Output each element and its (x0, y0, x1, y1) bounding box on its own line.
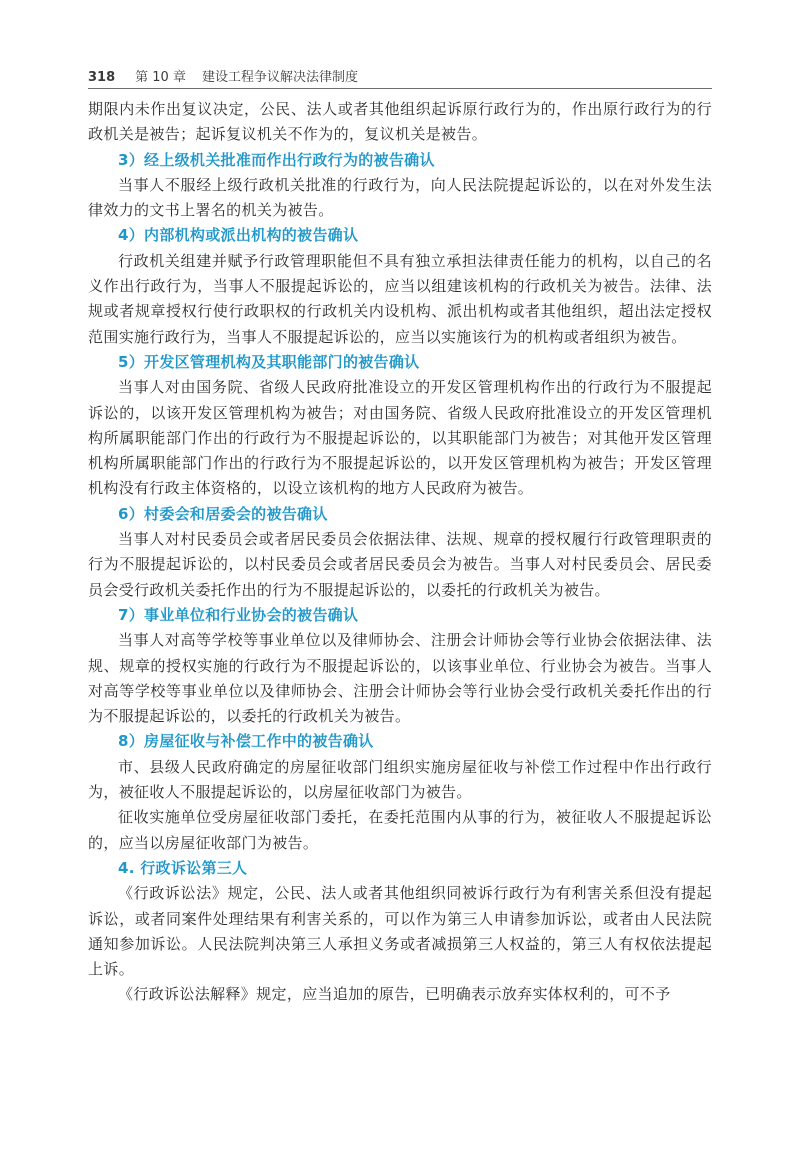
paragraph-third-party-2: 《行政诉讼法解释》规定，应当追加的原告，已明确表示放弃实体权利的，可不予 (118, 985, 671, 1004)
paragraph-third-party-1: 《行政诉讼法》规定，公民、法人或者其他组织同被诉行政行为有利害关系但没有提起诉讼，或者同案件处理结果有利害关系的，可以作为第三人申请参加诉讼，或者由人民法院通知参加诉讼。人民法院判决第三人承担义务或者减损第三人权益的，第三人有权依法提起上诉。 (88, 884, 712, 979)
subheading-8: 8）房屋征收与补偿工作中的被告确认 (118, 732, 374, 751)
paragraph-6: 当事人对村民委员会或者居民委员会依据法律、法规、规章的授权履行行政管理职责的行为不服提起诉讼的，以村民委员会或者居民委员会为被告。当事人对村民委员会、居民委员会受行政机关委托作出的行为不服提起诉讼的，以委托的行政机关为被告。 (88, 530, 712, 599)
paragraph-3: 当事人不服经上级行政机关批准的行政行为，向人民法院提起诉讼的，以在对外发生法律效力的文书上署名的机关为被告。 (88, 175, 712, 220)
paragraph-continued: 期限内未作出复议决定，公民、法人或者其他组织起诉原行政行为的，作出原行政行为的行政机关是被告；起诉复议机关不作为的，复议机关是被告。 (88, 100, 712, 144)
paragraph-8b: 征收实施单位受房屋征收部门委托，在委托范围内从事的行为，被征收人不服提起诉讼的，应当以房屋征收部门为被告。 (88, 808, 712, 852)
subheading-3: 3）经上级机关批准而作出行政行为的被告确认 (118, 150, 435, 169)
section-heading-third-party: 4. 行政诉讼第三人 (118, 858, 248, 877)
paragraph-5: 当事人对由国务院、省级人民政府批准设立的开发区管理机构作出的行政行为不服提起诉讼的，以该开发区管理机构为被告；对由国务院、省级人民政府批准设立的开发区管理机构所属职能部门作出的行政行为不服提起诉讼的，以其职能部门为被告；对其他开发区管理机构所属职能部门作出的行政行为不服提起诉讼的，以开发区管理机构为被告；开发区管理机构没有行政主体资格的，以设立该机构的地方人民政府为被告。 (88, 378, 712, 498)
page-body (88, 97, 712, 1008)
paragraph-7: 当事人对高等学校等事业单位以及律师协会、注册会计师协会等行业协会依据法律、法规、规章的授权实施的行政行为不服提起诉讼的，以该事业单位、行业协会为被告。当事人对高等学校等事业单位以及律师协会、注册会计师协会等行业协会受行政机关委托作出的行为不服提起诉讼的，以委托的行政机关为被告。 (88, 631, 712, 726)
paragraph-8a: 市、县级人民政府确定的房屋征收部门组织实施房屋征收与补偿工作过程中作出行政行为，被征收人不服提起诉讼的，以房屋征收部门为被告。 (88, 757, 712, 802)
paragraph-4: 行政机关组建并赋予行政管理职能但不具有独立承担法律责任能力的机构，以自己的名义作出行政行为，当事人不服提起诉讼的，应当以组建该机构的行政机关为被告。法律、法规或者规章授权行使行政职权的行政机关内设机构、派出机构或者其他组织，超出法定授权范围实施行政行为，当事人不服提起诉讼的，应当以实施该行为的机构或者组织为被告。 (88, 251, 712, 346)
page-number: 318 (88, 70, 116, 85)
subheading-5: 5）开发区管理机构及其职能部门的被告确认 (118, 352, 420, 371)
subheading-6: 6）村委会和居委会的被告确认 (118, 504, 328, 523)
subheading-4: 4）内部机构或派出机构的被告确认 (118, 226, 359, 245)
chapter-title: 建设工程争议解决法律制度 (201, 70, 358, 85)
running-header (88, 66, 358, 88)
subheading-7: 7）事业单位和行业协会的被告确认 (118, 605, 359, 624)
chapter-label: 第 10 章 (135, 70, 186, 85)
header-rule (88, 88, 712, 89)
